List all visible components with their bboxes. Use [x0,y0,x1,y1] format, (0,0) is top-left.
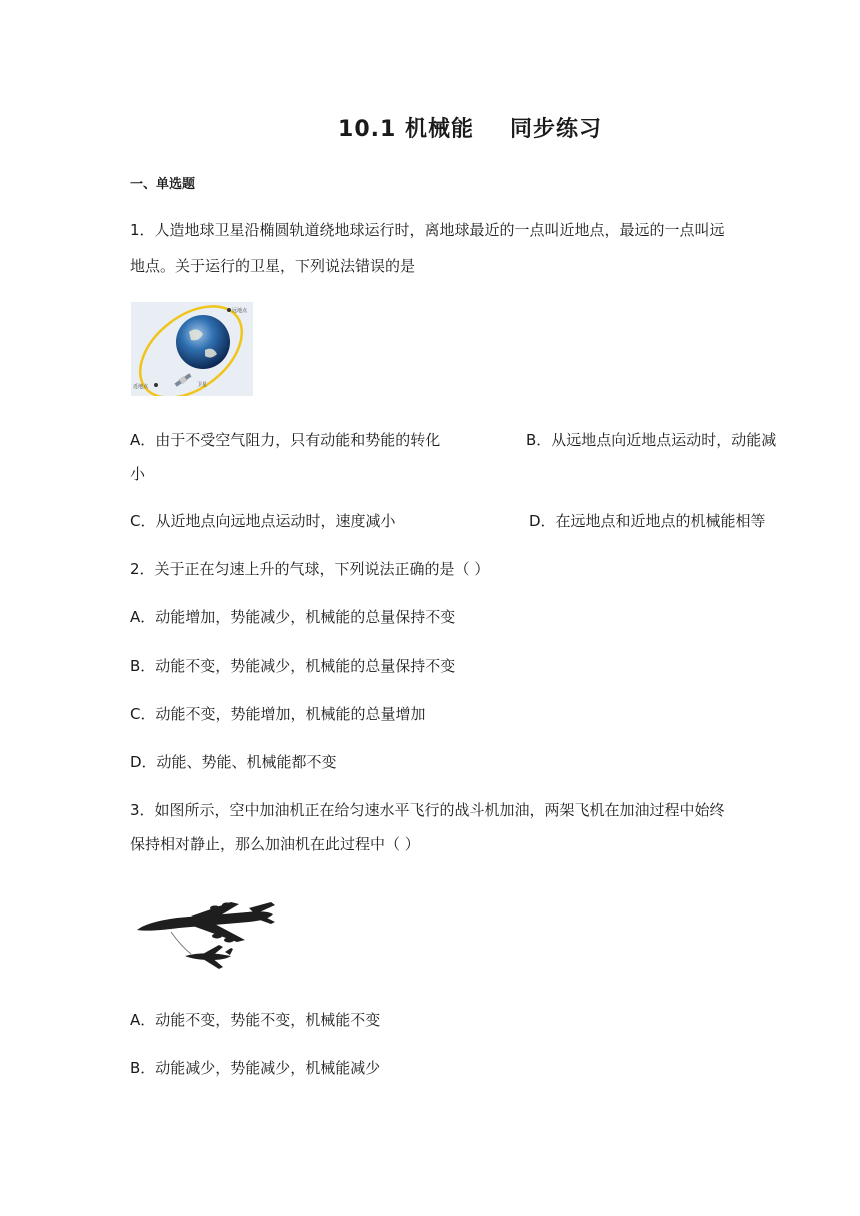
svg-text:远地点: 远地点 [232,308,248,314]
q2-option-b: B．动能不变，势能减少，机械能的总量保持不变 [130,657,456,675]
aerial-refueling-figure [131,900,281,972]
q2-stem: 2．关于正在匀速上升的气球，下列说法正确的是（ ） [130,560,490,578]
q2-option-c: C．动能不变，势能增加，机械能的总量增加 [130,705,426,723]
q2-option-d: D．动能、势能、机械能都不变 [130,753,337,771]
q1-option-c: C．从近地点向远地点运动时，速度减小 [130,512,396,530]
q1-stem-line2: 地点。关于运行的卫星，下列说法错误的是 [130,257,416,275]
q1-stem-line1: 1．人造地球卫星沿椭圆轨道绕地球运行时，离地球最近的一点叫近地点，最远的一点叫远 [130,221,725,239]
q3-option-a: A．动能不变，势能不变，机械能不变 [130,1011,381,1029]
q1-option-d: D．在远地点和近地点的机械能相等 [529,512,766,530]
q3-option-b: B．动能减少，势能减少，机械能减少 [130,1059,381,1077]
title-main: 10.1 机械能 [338,117,474,142]
q1-option-b-continued: 小 [130,465,146,483]
q1-option-b: B．从远地点向近地点运动时，动能减 [526,431,777,449]
q3-stem-line1: 3．如图所示，空中加油机正在给匀速水平飞行的战斗机加油，两架飞机在加油过程中始终 [130,801,725,819]
q1-option-a: A．由于不受空气阻力，只有动能和势能的转化 [130,431,441,449]
svg-text:卫星: 卫星 [197,382,208,388]
page-title [0,112,860,143]
section-heading: 一、单选题 [130,177,196,192]
q2-option-a: A．动能增加，势能减少，机械能的总量保持不变 [130,608,456,626]
satellite-orbit-figure [131,302,253,396]
q3-stem-line2: 保持相对静止，那么加油机在此过程中（ ） [130,835,420,853]
title-sub: 同步练习 [509,117,602,142]
svg-text:近地点: 近地点 [133,384,149,390]
